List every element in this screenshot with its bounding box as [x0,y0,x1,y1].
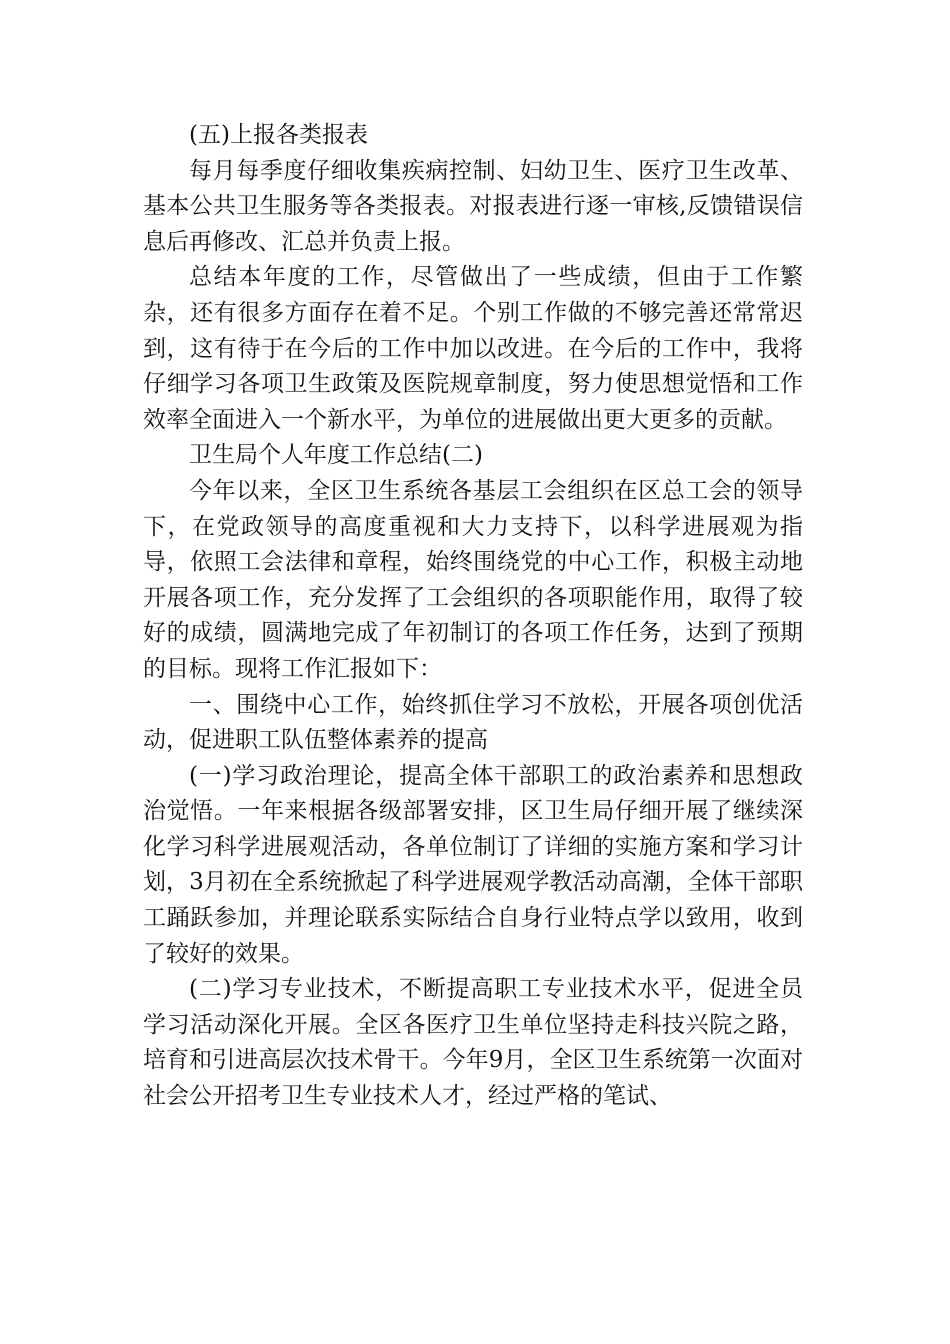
document-body [143,118,803,1115]
paragraph-reports: 每月每季度仔细收集疾病控制、妇幼卫生、医疗卫生改革、基本公共卫生服务等各类报表。对报表进行逐一审核,反馈错误信息后再修改、汇总并负责上报。 [143,157,803,255]
section-heading-five: (五)上报各类报表 [189,122,368,148]
paragraph-professional-study: (二)学习专业技术，不断提高职工专业技术水平，促进全员学习活动深化开展。全区各医疗卫生单位坚持走科技兴院之路，培育和引进高层次技术骨干。今年9月，全区卫生系统第一次面对社会公开招考卫生专业技术人才，经过严格的笔试、 [143,976,803,1110]
section-heading-one: 一、围绕中心工作，始终抓住学习不放松，开展各项创优活动，促进职工队伍整体素养的提高 [143,691,803,754]
paragraph-annual-summary: 总结本年度的工作，尽管做出了一些成绩，但由于工作繁杂，还有很多方面存在着不足。个别工作做的不够完善还常常迟到，这有待于在今后的工作中加以改进。在今后的工作中，我将仔细学习各项卫生政策及医院规章制度，努力使思想觉悟和工作效率全面进入一个新水平，为单位的进展做出更大更多的贡献。 [143,264,803,433]
document-subtitle: 卫生局个人年度工作总结(二) [189,442,483,469]
paragraph-political-study: (一)学习政治理论，提高全体干部职工的政治素养和思想政治觉悟。一年来根据各级部署安排，区卫生局仔细开展了继续深化学习科学进展观活动，各单位制订了详细的实施方案和学习计划，3月初在全系统掀起了科学进展观学教活动高潮，全体干部职工踊跃参加，并理论联系实际结合自身行业特点学以致用，收到了较好的效果。 [143,762,803,967]
paragraph-intro: 今年以来，全区卫生系统各基层工会组织在区总工会的领导下，在党政领导的高度重视和大力支持下，以科学进展观为指导，依照工会法律和章程，始终围绕党的中心工作，积极主动地开展各项工作，充分发挥了工会组织的各项职能作用，取得了较好的成绩，圆满地完成了年初制订的各项工作任务，达到了预期的目标。现将工作汇报如下： [143,477,803,682]
